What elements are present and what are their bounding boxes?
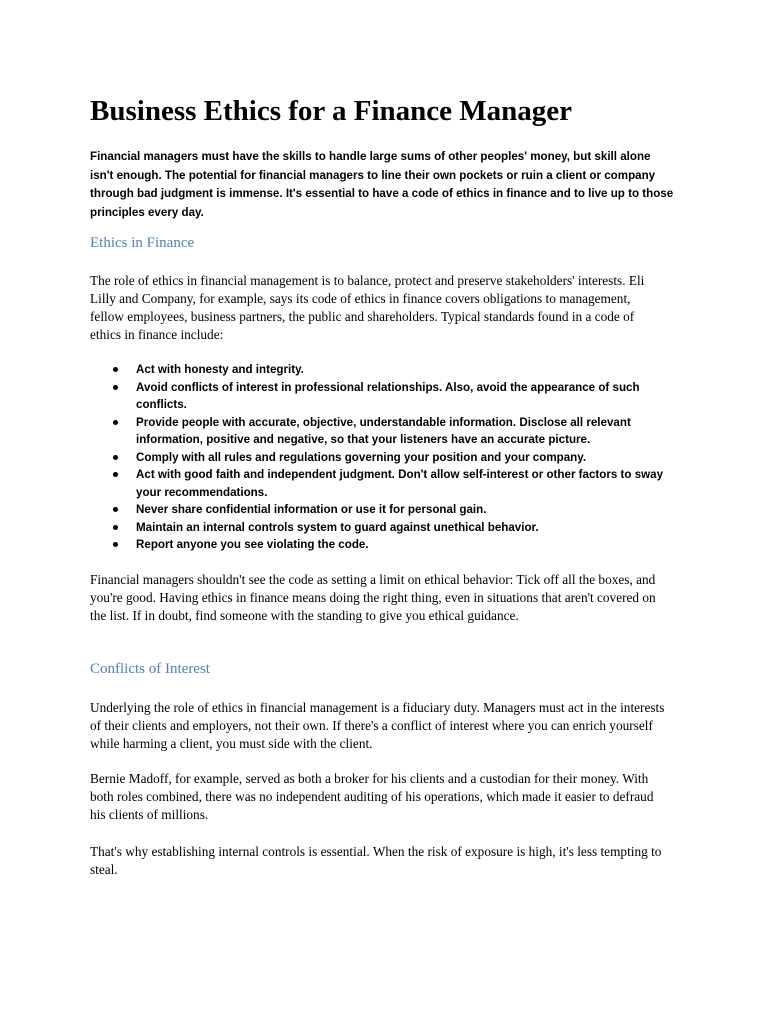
bullet-icon: [113, 385, 118, 390]
section-heading-ethics-in-finance: Ethics in Finance: [90, 235, 195, 251]
list-item: [90, 501, 684, 519]
madoff-paragraph: Bernie Madoff, for example, served as both a broker for his clients and a custodian for their money. With both roles combined, there was no independent auditing of his operations, which made it easier to defraud his clients of millions.: [90, 771, 654, 822]
section-heading-conflicts-of-interest: Conflicts of Interest: [90, 661, 210, 677]
page-title: Business Ethics for a Finance Manager: [90, 95, 572, 127]
bullet-icon: [113, 472, 118, 477]
list-item-text: Act with good faith and independent judgment. Don't allow self-interest or other factors to sway your recommendations.: [136, 468, 664, 499]
list-item: [90, 361, 684, 379]
list-item-text: Never share confidential information or use it for personal gain.: [136, 503, 487, 516]
list-item-text: Act with honesty and integrity.: [136, 363, 304, 376]
bullet-icon: [113, 525, 118, 530]
list-item: [90, 379, 684, 414]
ethics-standards-list: [90, 361, 690, 554]
list-item-text: Comply with all rules and regulations governing your position and your company.: [136, 450, 587, 464]
internal-controls-paragraph: That's why establishing internal controls is essential. When the risk of exposure is high, it's less tempting to steal.: [90, 844, 662, 877]
list-item-text: Provide people with accurate, objective, understandable information. Disclose all relevant information, positive and negative, so that your listeners have an accurate picture.: [136, 415, 631, 446]
bullet-icon: [113, 455, 118, 460]
bullet-icon: [113, 367, 118, 372]
fiduciary-duty-paragraph: Underlying the role of ethics in financial management is a fiduciary duty. Managers must act in the interests of their clients and employers, not their own. If there's a conflict of interest where you can enrich yourself while harming a client, you must side with the client.: [90, 700, 665, 751]
list-item: [90, 519, 684, 537]
bullet-icon: [113, 542, 118, 547]
intro-paragraph: Financial managers must have the skills to handle large sums of other peoples' money, but skill alone isn't enough. The potential for financial managers to line their own pockets or ruin a client or company through bad judgment is immense. It's essential to have a code of ethics in finance and to live up to those principles every day.: [90, 150, 674, 219]
bullet-icon: [113, 420, 118, 425]
bullet-icon: [113, 507, 118, 512]
list-item: [90, 449, 684, 467]
list-item: [90, 414, 684, 449]
list-item: [90, 536, 684, 554]
ethics-intro-paragraph: The role of ethics in financial management is to balance, protect and preserve stakeholders' interests. Eli Lilly and Company, for example, says its code of ethics in finance covers obligations to management, fellow employees, business partners, the public and shareholders. Typical standards found in a code of ethics in finance include:: [90, 273, 645, 342]
ethics-closing-paragraph: Financial managers shouldn't see the code as setting a limit on ethical behavior: Tick off all the boxes, and you're good. Having ethics in finance means doing the right thing, even in situations that aren't covered on the list. If in doubt, find someone with the standing to give you ethical guidance.: [90, 572, 656, 623]
list-item-text: Report anyone you see violating the code.: [136, 538, 369, 551]
list-item-text: Maintain an internal controls system to guard against unethical behavior.: [136, 520, 539, 534]
list-item: [90, 466, 684, 501]
list-item-text: Avoid conflicts of interest in professional relationships. Also, avoid the appearance of such conflicts.: [136, 380, 640, 411]
